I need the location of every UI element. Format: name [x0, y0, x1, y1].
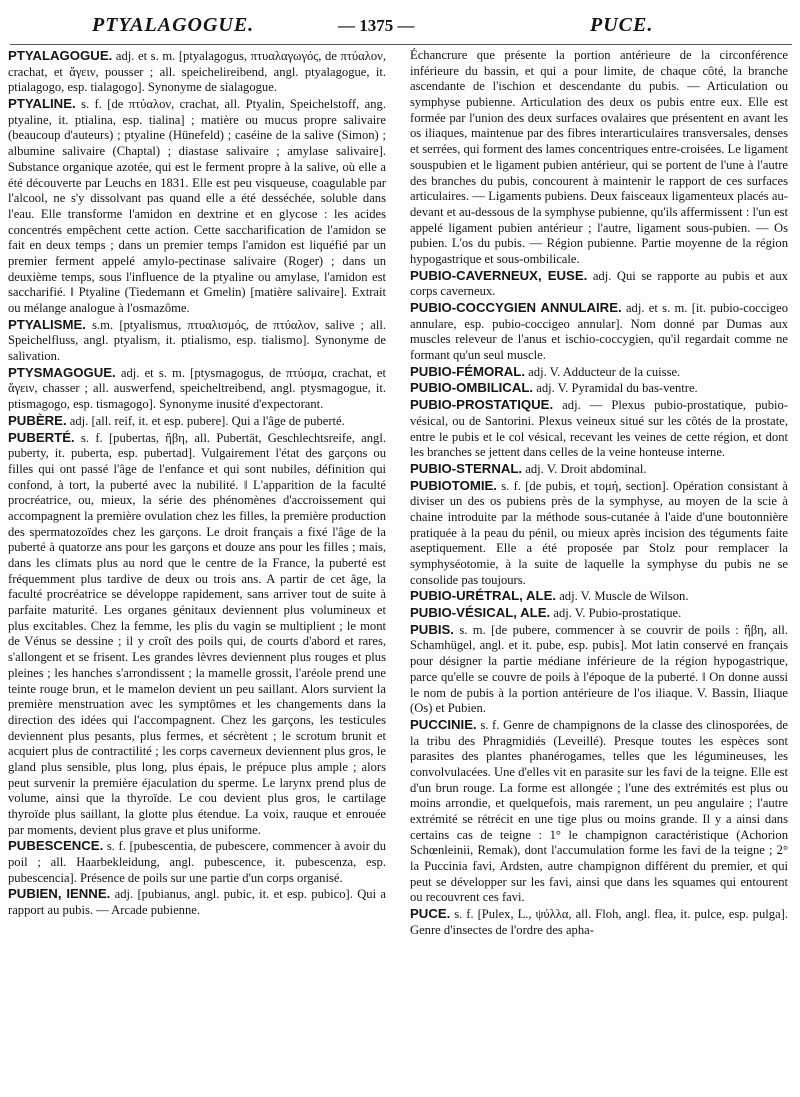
entry-headword: PTYSMAGOGUE. — [8, 364, 116, 380]
entry-headword: PUBERTÉ. — [8, 429, 75, 445]
dictionary-entry — [410, 717, 788, 906]
entry-definition: s. f. [pubescentia, de pubescere, commencer à avoir du poil ; all. Haarbekleidung, angl. pubescence, it. pubescenza, esp. pubescencia]. Présence de poils sur une partie d'un corps organisé. — [8, 839, 386, 885]
entry-definition: s. m. [de pubere, commencer à se couvrir de poils : ἥβη, all. Schamhügel, angl. et it. pube, esp. pubis]. Mot latin conservé en français pour désigner la partie médiane inférieure de la région hypogastrique, parce qu'elle se couvre de poils à l'époque de la puberté. ‖ On donne aussi le nom de pubis à la portion antérieure de l'os iliaque. V. Bassin, Iliaque (Os) et Pubien. — [410, 622, 788, 716]
entry-definition: s. f. [pubertas, ἥβη, all. Pubertät, Geschlechtsreife, angl. puberty, it. puberta, esp. pubertad]. Vulgairement l'état des garçons ou filles qui ont passé l'âge de l'enfance et qui sont nubiles, définition qui confond, à tort, la puberté avec la nubilité. ‖ L'apparition de la faculté procréatrice, ou, mieux, la série des phénomènes d'accroissement qui accompagnent la première ovulation chez les filles, la première production des spermatozoïdes chez les garçons. Le droit français a fixé l'âge de la puberté à quatorze ans pour les garçons et douze ans pour les filles ; mais, dans les climats plus au nord que le centre de la France, la puberté est fréquemment plus tardive de deux ou trois ans. A partir de cet âge, la faculté procréatrice se développe rapidement, sans arriver tout de suite à parfaite maturité. Les organes génitaux deviennent plus volumineux et plus excitables. Chez la femme, les plis du vagin se multiplient ; le mont de Vénus se dessine ; il y croît des poils qui, de courts d'abord et rares, s'allongent et se frisent. Les grandes lèvres deviennent plus rouges et plus pleines ; les hanches s'arrondissent ; la mamelle grossit, l'aréole prend une teinte rouge brun, et le mamelon devient un peu saillant. Alors survient la première menstruation avec les symptômes et les changements dans la direction des idées qui l'accompagnent. Chez les garçons, les testicules deviennent plus pesants, plus fermes, et sécrètent ; le scrotum brunit et acquiert plus de contractilité ; les corps caverneux deviennent plus gros, le gland plus sensible, plus long, plus épais, le prépuce plus ample ; alors peut survenir la première éjaculation du sperme. Le larynx prend plus de volume, ainsi que la thyroïde. Le cou devient plus gros, le cartilage thyroïde plus saillant, la glotte plus étendue. La voix, rauque et enrouée par moments, devient plus grave et plus uniforme. — [8, 430, 386, 837]
header-right-guideword: PUCE. — [590, 14, 654, 36]
entry-definition: adj. et s. m. [ptysmagogus, de πτύσμα, crachat, et ἄγειν, chasser ; all. auswerfend, speicheltreibend, angl. ptysmagogue, it. ptismagogo, esp. tismagogo]. Synonyme inusité d'expectorant. — [8, 365, 386, 412]
entry-definition: adj. V. Muscle de Wilson. — [556, 589, 689, 604]
dictionary-entry — [410, 397, 788, 461]
entry-headword: PUBIO-COCCYGIEN ANNULAIRE. — [410, 300, 622, 315]
entry-headword: PUBIO-STERNAL. — [410, 460, 523, 476]
entry-definition: adj. — Plexus pubio-prostatique, pubio-vésical, ou de Santorini. Plexus veineux situé sur les côtés de la prostate, entre le pubis et le col vésical, recevant les veines de cette région, et dont les branches se jettent dans celles de la veine honteuse interne. — [410, 398, 788, 460]
entry-headword: PUBIO-FÉMORAL. — [410, 363, 526, 379]
dictionary-entry — [8, 430, 386, 839]
entry-headword: PUBIEN, IENNE. — [8, 886, 111, 902]
dictionary-entry — [410, 268, 788, 300]
dictionary-entry — [8, 886, 386, 918]
dictionary-entry — [410, 588, 788, 605]
dictionary-entry — [410, 622, 788, 717]
page-number: — 1375 — — [338, 16, 415, 35]
header-rule — [10, 44, 792, 45]
entry-headword: PTYALISME. — [8, 316, 86, 332]
entry-definition: adj. Qui se rapporte au pubis et aux corps caverneux. — [410, 268, 788, 299]
entry-definition: adj. et s. m. [ptyalagogus, πτυαλαγωγός, de πτύαλον, crachat, et ἄγειν, pousser ; all. speichelireibend, angl. ptyalagogue, it. ptialagogo, esp. tialagogo]. Synonyme de sialagogue. — [8, 49, 386, 95]
entry-definition: s. f. [Pulex, L., ψύλλα, all. Floh, angl. flea, it. pulce, esp. pulga]. Genre d'insectes de l'ordre des apha- — [410, 907, 788, 937]
continued-entry-text: Échancrure que présente la portion antérieure de la circonférence inférieure du bassin, et qui a pour limite, de chaque côté, la branche ascendante de l'ischion et descendante du pubis. — Articulation ou symphyse pubienne. Articulation des deux os pubis entre eux. Elle est formée par l'union des deux surfaces ovalaires que présentent en avant les os iliaques, maintenue par des fibres interarticulaires transversales, denses et serrées, qui forment des lames concentriques entre-croisées. Le ligament souspubien et le ligament pubien antérieur, qui se portent de l'une à l'autre des branches du pubis, concourent à maintenir le rapport de ces surfaces articulaires. — Ligaments pubiens. Deux faisceaux ligamenteux placés au-devant et au-dessous de la symphyse pubienne, qu'ils affermissent : l'un est appelé ligament pubien antérieur ; l'autre, ligament sous-pubien. — Os pubien. L'os du pubis. — Région pubienne. Partie moyenne de la région hypogastrique et sous-ombilicale. — [410, 48, 788, 266]
entry-definition: adj. et s. m. [it. pubio-coccigeo annulare, esp. pubio-coccigeo annular]. Nom donné par Dumas aux muscles releveur de l'anus et ischio-coccygien, qu'il regardait comme ne formant qu'un seul muscle. — [410, 301, 788, 363]
dictionary-entry — [8, 96, 386, 317]
dictionary-entry — [410, 380, 788, 397]
entry-headword: PUBIO-CAVERNEUX, EUSE. — [410, 267, 588, 283]
entry-headword: PUBESCENCE. — [8, 838, 104, 854]
dictionary-entry — [410, 461, 788, 478]
entry-definition: s. f. Genre de champignons de la classe des clinosporées, de la tribu des Phragmidiés (Leveillé). Presque toutes les espèces sont parasites des plantes phanérogames, telles que les légumineuses, les convolvulacées. Une d'elles vit en parasite sur les favi de la teigne. Elle est d'un brun rouge. La forme est allongée ; l'une des extrémités est plus ou moins arrondie, et quelquefois, mais rarement, un peu angulaire ; l'autre extrémité se rétrécit en une tige plus ou moins grande. Il y a ainsi dans certains cas de teigne : 1° le champignon caractéristique (Achorion Schœnleinii, Remak), dont l'accumulation forme les favi de la teigne ; 2° la Puccinia favi, Ardsten, autre champignon différent du premier, et qui peut se développer sur les favi, ainsi que dans les squames qui entourent ou recouvrent ces favi. — [410, 717, 788, 905]
entry-definition: s. f. [de pubis, et τομή, section]. Opération consistant à diviser un des os pubiens près de la symphyse, au moyen de la scie à chaine introduite par la méthode sous-cutanée à l'aide d'une boutonnière pratiquée à la peau du pénil, ou mieux après incision des téguments faite aseptiquement. Elle a été proposée par Stolz pour remplacer la symphyséotomie, à la suite de laquelle la symphyse du pubis ne se consolide pas toujours. — [410, 478, 788, 587]
entry-definition: s.m. [ptyalismus, πτυαλισμός, de πτύαλον, salive ; all. Speichelfluss, angl. ptyalism, it. ptialismo, esp. tialismo]. Synonyme de salivation. — [8, 317, 386, 364]
entry-headword: PUCCINIE. — [410, 716, 477, 732]
left-column — [8, 48, 386, 1088]
running-header — [0, 10, 800, 40]
dictionary-entry — [410, 906, 788, 938]
entry-headword: PUBÈRE. — [8, 412, 67, 428]
entry-definition: s. f. [de πτύαλον, crachat, all. Ptyalin, Speichelstoff, ang. ptyaline, it. ptialina, esp. tialina] ; matière ou mucus propre salivaire (beaucoup d'auteurs) ; ptyaline (Hünefeld) ; caséine de la salive (Simon) ; albumine salivaire (Chaptal) ; diastase salivaire ; amylase salivaire]. Substance organique azotée, qui est le ferment propre à la salive, où elle a été découverte par Leuchs en 1831. Elle est peu visqueuse, coagulable par l'alcool, ne s'y dissolvant pas quand elle a été desséchée, soluble dans l'eau. Elle transforme l'amidon en dextrine et en glycose : les acides concentrés empêchent cette action. Cette saccharification de l'amidon se fait en deux temps ; dans un premier temps l'amidon est liquéfié par un premier ferment appelé amylo-pectinase salivaire (Roger) ; dans un deuxième temps, sous l'influence de la ptyaline ou amylase, l'amidon est saccharifié. ‖ Ptyaline (Tiedemann et Gmelin) [matière salivaire]. Extrait ou mélange analogue à l'osmazôme. — [8, 97, 386, 315]
entry-headword: PTYALINE. — [8, 96, 76, 112]
dictionary-entry — [410, 605, 788, 622]
entry-definition: adj. V. Adducteur de la cuisse. — [525, 364, 681, 379]
entry-headword: PUBIOTOMIE. — [410, 477, 497, 493]
entry-definition: adj. V. Pyramidal du bas-ventre. — [533, 381, 698, 396]
right-column — [410, 48, 788, 1088]
entry-headword: PUBIO-OMBILICAL. — [410, 380, 534, 396]
entry-headword: PUCE. — [410, 906, 451, 922]
entry-headword: PUBIS. — [410, 621, 454, 637]
dictionary-entry — [410, 300, 788, 364]
dictionary-entry — [8, 838, 386, 886]
entry-definition: adj. V. Droit abdominal. — [522, 461, 647, 476]
entry-headword: PUBIO-PROSTATIQUE. — [410, 397, 554, 413]
dictionary-entry — [8, 413, 386, 430]
dictionary-entry — [8, 48, 386, 96]
entry-headword: PTYALAGOGUE. — [8, 48, 113, 63]
entry-definition: adj. [all. reif, it. et esp. pubere]. Qui a l'âge de puberté. — [66, 413, 345, 428]
entry-headword: PUBIO-VÉSICAL, ALE. — [410, 605, 551, 621]
dictionary-entry — [8, 365, 386, 413]
header-left-guideword: PTYALAGOGUE. — [92, 14, 255, 36]
dictionary-entry — [410, 478, 788, 589]
entry-headword: PUBIO-URÉTRAL, ALE. — [410, 588, 557, 604]
dictionary-entry — [410, 364, 788, 381]
entry-definition: adj. V. Pubio-prostatique. — [550, 606, 682, 621]
dictionary-entry — [8, 317, 386, 365]
entry-definition: adj. [pubianus, angl. pubic, it. et esp. pubico]. Qui a rapport au pubis. — Arcade pubienne. — [8, 887, 386, 918]
